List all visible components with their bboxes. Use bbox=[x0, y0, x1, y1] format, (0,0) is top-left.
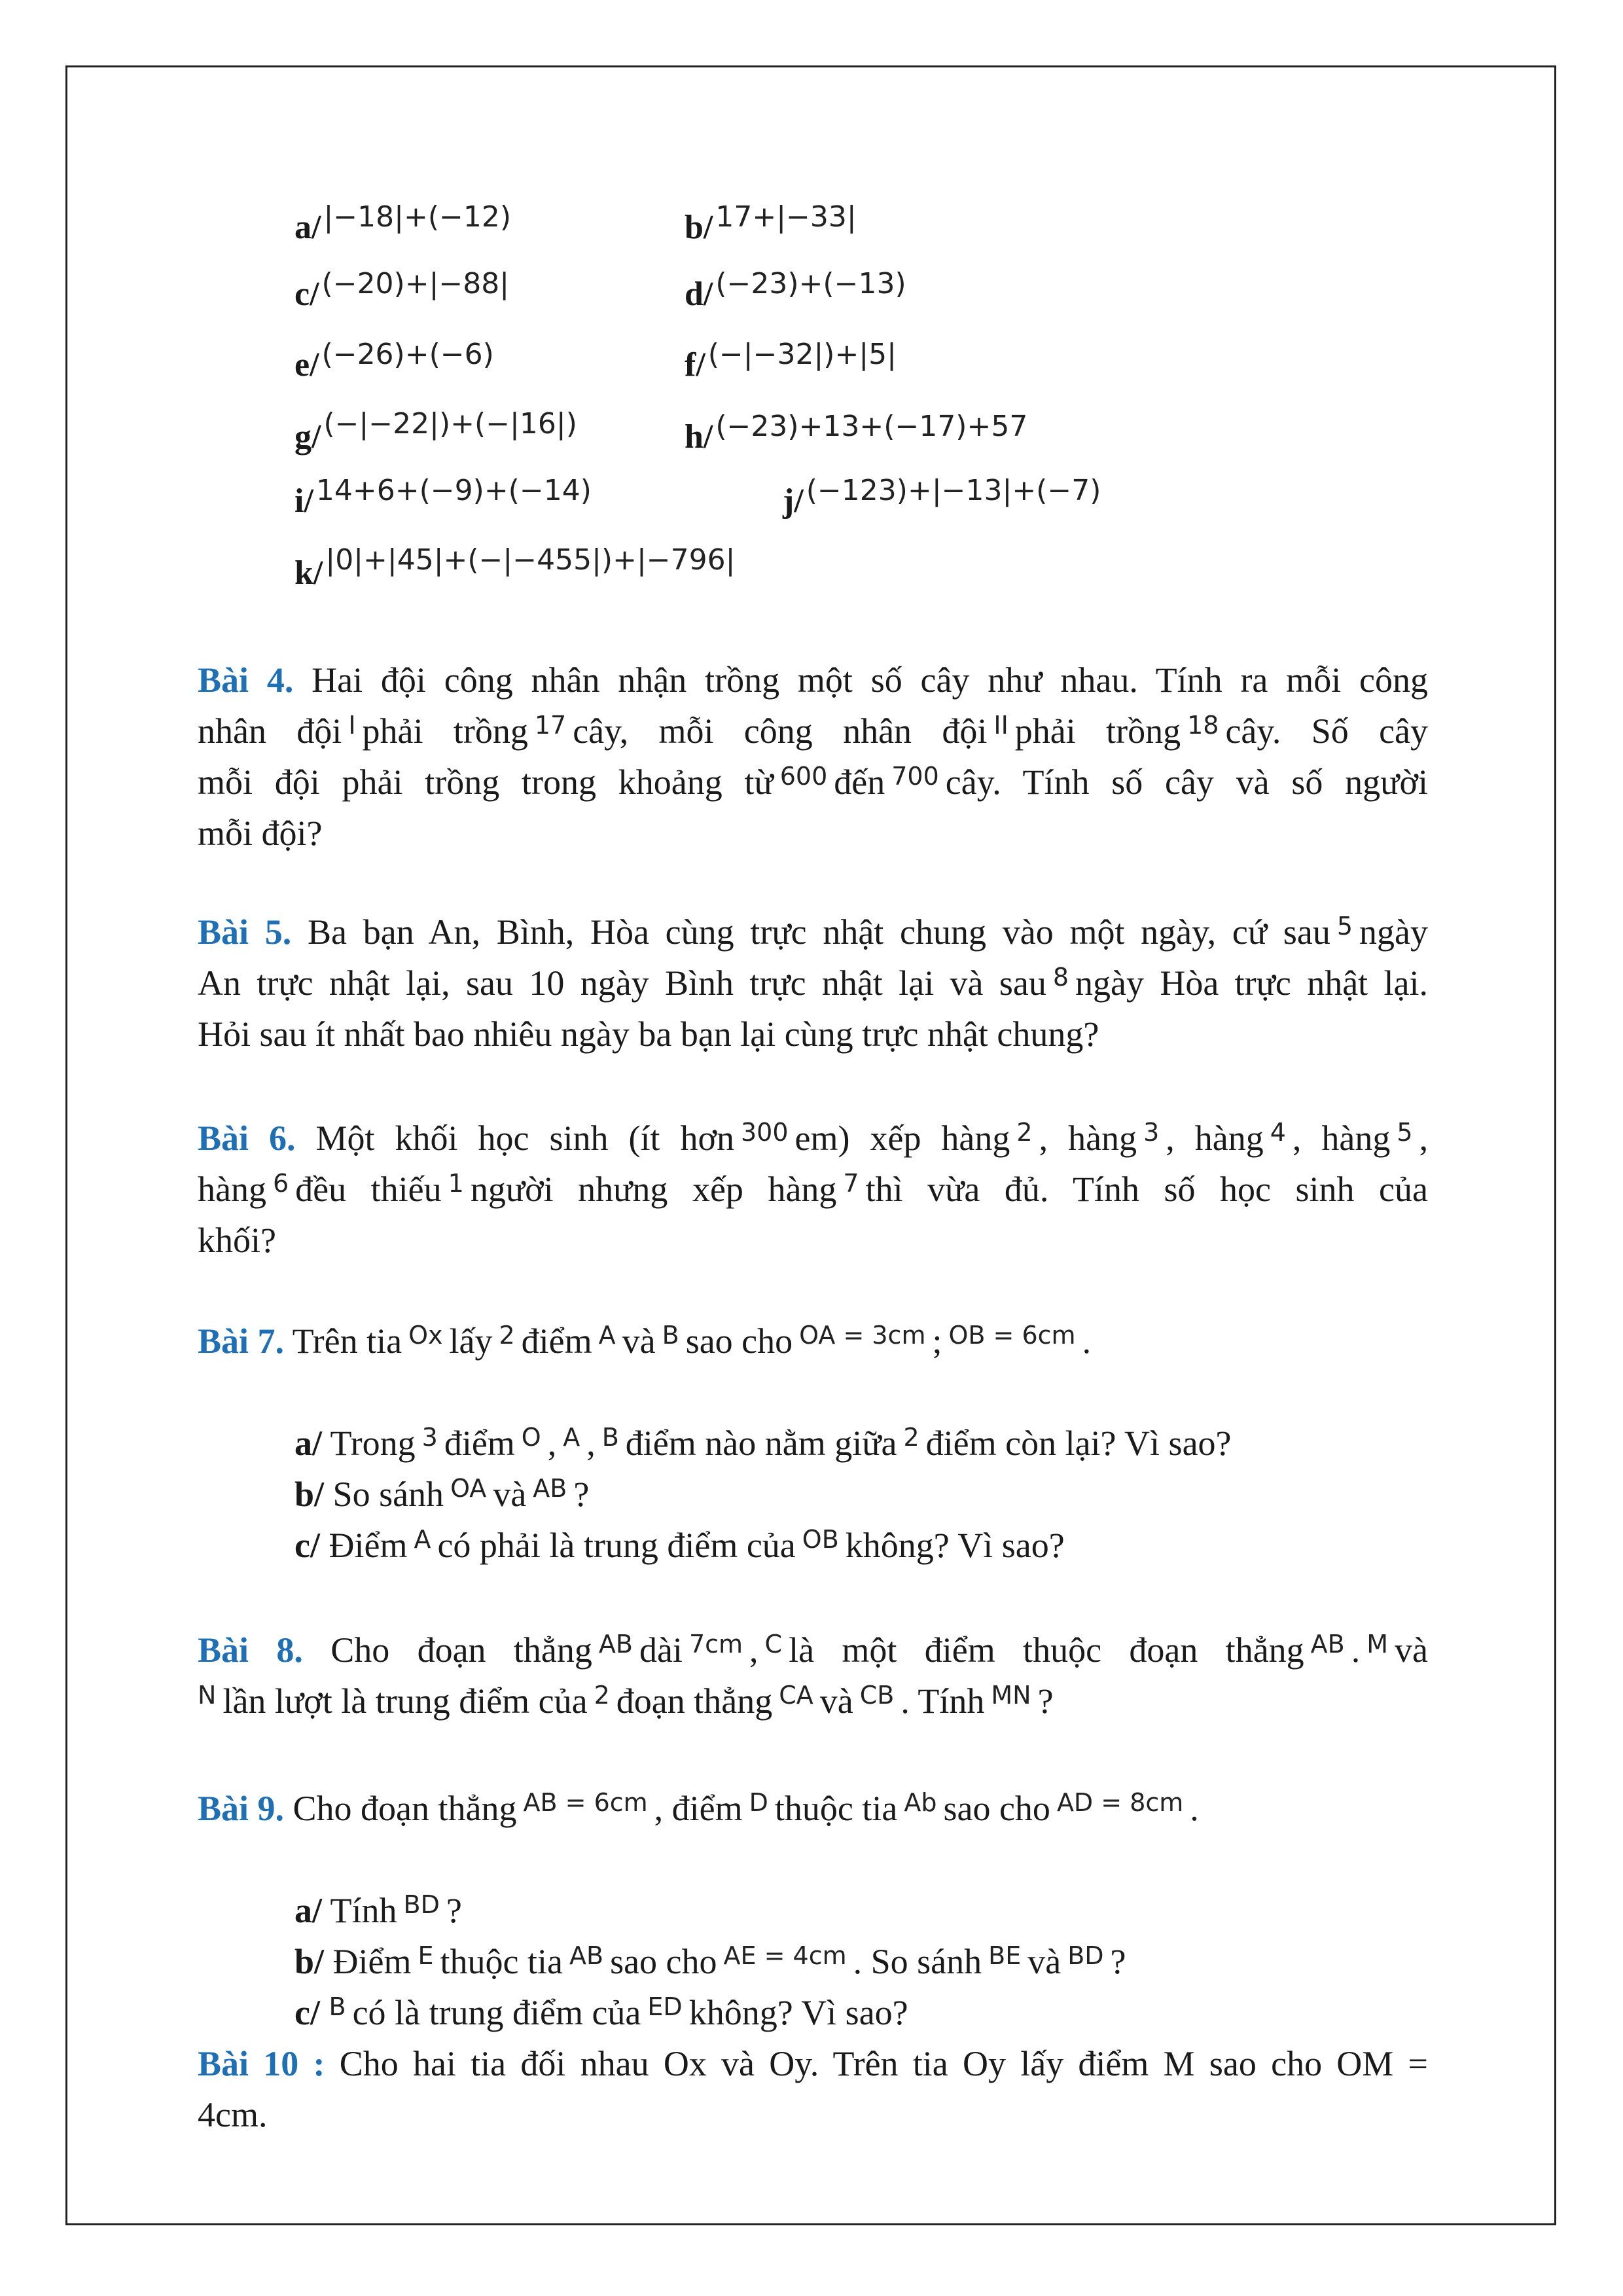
exercise-7-c: c/ Điểm $^A$ có phải là trung điểm của $^{OB}$ không? Vì sao? bbox=[294, 1525, 1065, 1565]
list-item: c/ (−20)+|−88| bbox=[294, 267, 510, 313]
exercise-title: Bài 9. bbox=[198, 1789, 285, 1828]
list-item: e/ (−26)+(−6) bbox=[294, 338, 494, 384]
exercise-9-a: a/ Tính $^{BD}$ ? bbox=[294, 1890, 462, 1930]
list-item: j/ (−123)+|−13|+(−7) bbox=[783, 474, 1101, 520]
list-item: i/ 14+6+(−9)+(−14) bbox=[294, 474, 592, 520]
exercise-7: Bài 7. Trên tia $^{Ox}$ lấy $^2$ điểm $^A$ và $^B$ sao cho $^{OA = 3cm}$ ; $^{OB = 6cm}$ . bbox=[198, 1321, 1092, 1361]
list-item: d/ (−23)+(−13) bbox=[685, 267, 906, 313]
list-item: h/ (−23)+13+(−17)+57 bbox=[685, 410, 1028, 456]
exercise-title: Bài 7. bbox=[198, 1321, 285, 1361]
list-item: a/ |−18|+(−12) bbox=[294, 200, 512, 246]
exercise-title: Bài 6. bbox=[198, 1119, 296, 1158]
exercise-title: Bài 10 : bbox=[198, 2044, 325, 2083]
exercise-5: Bài 5. Ba bạn An, Bình, Hòa cùng trực nhật chung vào một ngày, cứ sau $^5$ ngày An trực nhật lại, sau 10 ngày Bình trực nhật lại và sau $^8$ ngày Hòa trực nhật lại. Hỏi sau ít nhất bao nhiêu ngày ba bạn lại cùng trực nhật chung? bbox=[198, 912, 1428, 1054]
exercise-7-b: b/ So sánh $^{OA}$ và $^{AB}$ ? bbox=[294, 1474, 590, 1514]
exercise-title: Bài 8. bbox=[198, 1630, 303, 1670]
exercise-7-a: a/ Trong $^3$ điểm $^O$ , $^A$ , $^B$ điểm nào nằm giữa $^2$ điểm còn lại? Vì sao? bbox=[294, 1423, 1232, 1463]
exercise-title: Bài 4. bbox=[198, 660, 294, 700]
exercise-9-c: c/ $^B$ có là trung điểm của $^{ED}$ không? Vì sao? bbox=[294, 1992, 908, 2032]
list-item: k/ |0|+|45|+(−|−455|)+|−796| bbox=[294, 543, 736, 592]
list-item: b/ 17+|−33| bbox=[685, 200, 857, 246]
exercise-4: Bài 4. Hai đội công nhân nhận trồng một số cây như nhau. Tính ra mỗi công nhân đội $^I$ phải trồng $^{17}$ cây, mỗi công nhân đội $^{II}$ phải trồng $^{18}$ cây. Số cây mỗi đội phải trồng trong khoảng từ $^{600}$ đến $^{700}$ cây. Tính số cây và số người mỗi đội? bbox=[198, 660, 1429, 853]
exercise-6: Bài 6. Một khối học sinh (ít hơn $^{300}$ em) xếp hàng $^2$ , hàng $^3$ , hàng $^4$ , hàng $^5$ , hàng $^6$ đều thiếu $^1$ người nhưng xếp hàng $^7$ thì vừa đủ. Tính số học sinh của khối? bbox=[198, 1118, 1429, 1260]
exercise-9-b: b/ Điểm $^E$ thuộc tia $^{AB}$ sao cho $^{AE = 4cm}$ . So sánh $^{BE}$ và $^{BD}$ ? bbox=[294, 1941, 1126, 1981]
list-item: f/ (−|−32|)+|5| bbox=[685, 338, 897, 384]
exercise-8: Bài 8. Cho đoạn thẳng $^{AB}$ dài $^{7cm}$ , $^C$ là một điểm thuộc đoạn thẳng $^{AB}$ . $^M$ và $^N$ lần lượt là trung điểm của $^2$ đoạn thẳng $^{CA}$ và $^{CB}$ . Tính $^{MN}$ ? bbox=[198, 1630, 1428, 1721]
exercise-9: Bài 9. Cho đoạn thẳng $^{AB = 6cm}$ , điểm $^D$ thuộc tia $^{Ab}$ sao cho $^{AD = 8cm}$ . bbox=[198, 1788, 1199, 1828]
list-item: g/ (−|−22|)+(−|16|) bbox=[294, 407, 577, 456]
exercise-10: Bài 10 : Cho hai tia đối nhau Ox và Oy. Trên tia Oy lấy điểm M sao cho OM = 4cm. bbox=[198, 2044, 1428, 2134]
exercise-title: Bài 5. bbox=[198, 912, 292, 952]
